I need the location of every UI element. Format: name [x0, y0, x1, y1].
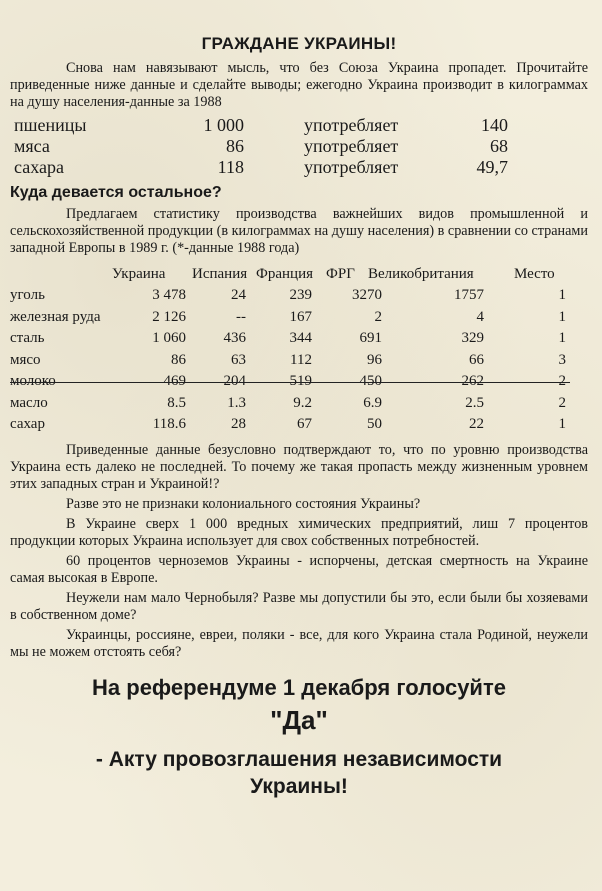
cell-france: 344	[289, 330, 312, 346]
table-row	[10, 285, 588, 307]
cell-france: 67	[297, 416, 312, 432]
cell-frg: 3270	[352, 287, 382, 303]
row-label: сахар	[10, 416, 45, 432]
cell-frg: 691	[359, 330, 382, 346]
independence-act-line: - Акту провозглашения независимости	[95, 747, 503, 771]
referendum-call: На референдуме 1 декабря голосуйте	[92, 674, 506, 700]
cell-frg: 50	[367, 416, 382, 432]
row-label: молоко	[10, 373, 56, 389]
cell-ukraine: 3 478	[152, 287, 186, 303]
cell-ukraine: 86	[171, 351, 186, 368]
body-paragraph: Разве это не признаки колониального состояния Украины?	[66, 495, 421, 512]
intro-consumed: 140	[481, 115, 508, 135]
cell-place: 1	[558, 308, 566, 325]
stats-header-empty	[10, 265, 112, 283]
ukraine-exclaim: Украины!	[250, 774, 348, 798]
vote-yes: "Да"	[270, 704, 328, 735]
cell-spain: 28	[231, 416, 246, 432]
cell-ukraine: 8.5	[167, 394, 186, 411]
stats-table-body	[10, 285, 588, 436]
cell-france: 167	[289, 308, 312, 325]
intro-product: пшеницы	[14, 115, 87, 135]
cell-ukraine: 469	[163, 373, 186, 389]
cell-spain: 204	[223, 373, 246, 389]
cell-place: 1	[558, 416, 566, 432]
cell-place: 2	[558, 394, 566, 411]
intro-produced: 118	[217, 157, 244, 177]
intro-verb: употребляет	[304, 136, 399, 156]
cell-ukraine: 118.6	[152, 416, 186, 432]
intro-production-table	[14, 115, 588, 178]
stats-header-place: Место	[514, 266, 555, 282]
stats-header-france: Франция	[256, 266, 313, 282]
intro-consumed: 68	[490, 136, 508, 156]
table-row	[10, 393, 588, 415]
intro-product: сахара	[14, 157, 64, 177]
cell-britain: 4	[476, 308, 484, 325]
intro-verb: употребляет	[304, 157, 399, 177]
table-row	[10, 350, 588, 372]
page-title: ГРАЖДАНЕ УКРАИНЫ!	[201, 34, 397, 53]
intro-product: мяса	[14, 136, 50, 156]
row-label: сталь	[10, 330, 45, 346]
body-paragraph: Украинцы, россияне, евреи, поляки - все, для кого Украина стала Родиной, неужели мы не можем отстоять себя?	[10, 626, 588, 660]
table-row	[10, 328, 588, 350]
cell-britain: 2.5	[465, 394, 484, 411]
stats-header-britain: Великобритания	[368, 266, 474, 282]
row-label: уголь	[10, 287, 45, 303]
cell-spain: 1.3	[227, 394, 246, 411]
intro-paragraph: Снова нам навязывают мысль, что без Союза Украина пропадет. Прочитайте приведенные ниже данные и сделайте выводы; ежегодно Украина производит в килограммах на душу населения-данные за 1988	[10, 60, 588, 110]
cell-france: 112	[290, 351, 312, 368]
cell-ukraine: 2 126	[152, 308, 186, 325]
table-row	[10, 371, 588, 393]
stats-table-header	[10, 265, 588, 283]
body-paragraph: 60 процентов черноземов Украины - испорчены, детская смертность на Украине самая высокая в Европе.	[10, 552, 588, 586]
cell-place: 3	[558, 351, 566, 368]
cell-frg: 2	[374, 308, 382, 325]
cell-france: 9.2	[293, 394, 312, 411]
body-paragraph: Неужели нам мало Чернобыля? Разве мы допустили бы это, если были бы хозяевами в собственном доме?	[10, 589, 588, 623]
body-paragraph: Приведенные данные безусловно подтверждают то, что по уровню производства Украина есть далеко не последней. То почему же такая пропасть между жизненным уровнем этих западных стран и Украиной!?	[10, 441, 588, 492]
cell-spain: 24	[231, 287, 246, 303]
cell-france: 519	[289, 373, 312, 389]
intro-consumed: 49,7	[476, 157, 508, 177]
cell-frg: 96	[367, 351, 382, 368]
cell-ukraine: 1 060	[152, 330, 186, 346]
cell-frg: 450	[359, 373, 382, 389]
cell-britain: 329	[461, 330, 484, 346]
intro-produced: 1 000	[203, 115, 244, 135]
table-row	[10, 414, 588, 436]
row-label: мясо	[10, 351, 41, 368]
stats-header-ukraine: Украина	[112, 266, 166, 282]
table-row	[10, 307, 588, 329]
body-paragraph: В Украине сверх 1 000 вредных химических предприятий, лиш 7 процентов продукции которых Украина использует для свох собственных потребностей.	[10, 515, 588, 549]
stats-intro-paragraph: Предлагаем статистику производства важнейших видов промышленной и сельскохозяйственной продукции (в килограммах на душу населения) в сравнении со странами западной Европы в 1989 г. (*-данные 1988 года)	[10, 206, 588, 256]
cell-spain: 436	[223, 330, 246, 346]
intro-verb: употребляет	[304, 115, 399, 135]
cell-place: 1	[558, 287, 566, 303]
stats-header-spain: Испания	[192, 266, 248, 282]
cell-britain: 1757	[454, 287, 484, 303]
cell-britain: 66	[469, 351, 484, 368]
body-paragraphs	[10, 442, 588, 661]
cell-place: 2	[558, 373, 566, 389]
row-label: железная руда	[10, 308, 101, 325]
cell-spain: 63	[231, 351, 246, 368]
cell-place: 1	[558, 330, 566, 346]
row-label: масло	[10, 394, 48, 411]
cell-frg: 6.9	[363, 394, 382, 411]
question-heading: Куда девается остальное?	[10, 184, 222, 201]
intro-produced: 86	[226, 136, 244, 156]
cell-spain: --	[236, 308, 246, 325]
cell-britain: 262	[461, 373, 484, 389]
stats-header-frg: ФРГ	[326, 266, 355, 282]
cell-france: 239	[289, 287, 312, 303]
cell-britain: 22	[469, 416, 484, 432]
